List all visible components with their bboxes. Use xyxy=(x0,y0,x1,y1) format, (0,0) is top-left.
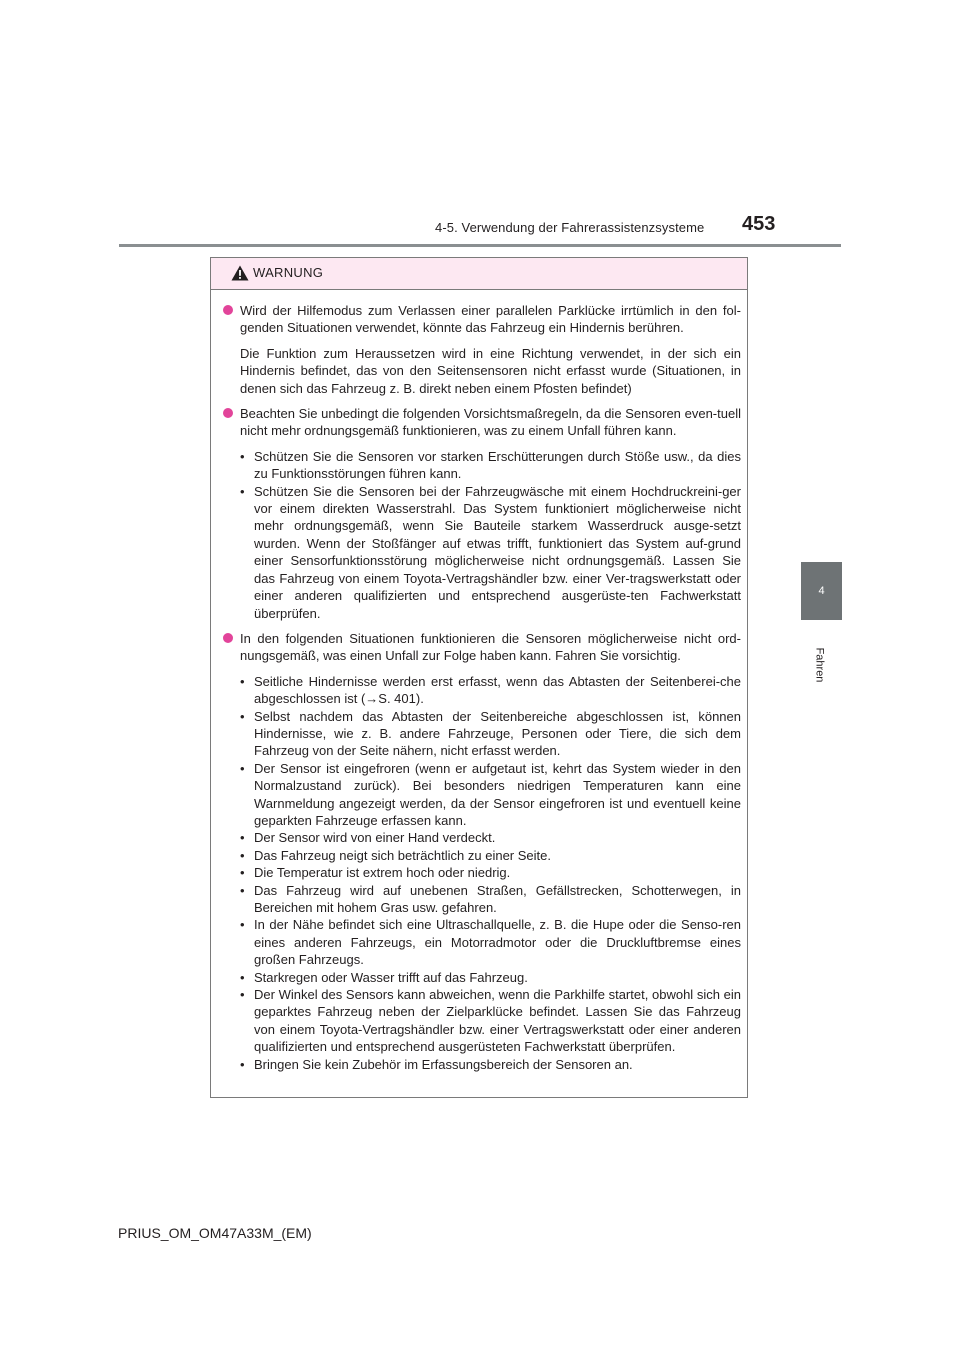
bullet-dot-icon: • xyxy=(240,760,245,776)
list-item-text: Das Fahrzeug wird auf unebenen Straßen, Gefällstrecken, Schotterwegen, in Bereichen mit hohem Gras usw. gefahren. xyxy=(254,882,741,915)
list-spacer xyxy=(223,1076,741,1081)
warning-item xyxy=(223,302,741,337)
warning-item-text: In den folgenden Situationen funktionieren die Sensoren möglicherweise nicht ord-nungsgemäß, was einen Unfall zur Folge haben kann. Fahren Sie vorsichtig. xyxy=(240,630,741,664)
chapter-label xyxy=(790,625,850,685)
footer-doc-code: PRIUS_OM_OM47A33M_(EM) xyxy=(118,1225,312,1241)
list-item-text: Selbst nachdem das Abtasten der Seitenbereiche abgeschlossen ist, können Hindernisse, wie z. B. andere Fahrzeuge, Personen oder Tiere, die sich dem Fahrzeug von der Seite nähern, nicht erfasst werden. xyxy=(254,708,741,759)
list-item xyxy=(223,673,741,708)
list-item xyxy=(223,448,741,483)
list-item xyxy=(223,882,741,917)
bullet-dot-icon: • xyxy=(240,708,245,724)
list-item xyxy=(223,969,741,986)
pink-bullet-icon xyxy=(223,633,233,643)
warning-item xyxy=(223,405,741,440)
bullet-dot-icon: • xyxy=(240,847,245,863)
warning-body xyxy=(223,302,741,1081)
list-item-text: Der Winkel des Sensors kann abweichen, wenn die Parkhilfe startet, obwohl sich ein geparktes Fahrzeug neben der Zielparklücke befindet. Lassen Sie das Fahrzeug von einem Toyota-Vertragshändler bzw. einer Vertragswerkstatt oder einer anderen qualifizierten und entsprechend ausgerüsteten Fachwerkstatt überprüfen. xyxy=(254,987,741,1055)
list-item-text: Das Fahrzeug neigt sich beträchtlich zu einer Seite. xyxy=(254,847,551,863)
warning-item-text: Beachten Sie unbedingt die folgenden Vorsichtsmaßregeln, da die Sensoren even-tuell nicht mehr ordnungsgemäß funktionieren, was zu einem Unfall führen kann. xyxy=(240,406,741,439)
list-item xyxy=(223,847,741,864)
list-item xyxy=(223,916,741,968)
warning-item-subtext: Die Funktion zum Heraussetzen wird in eine Richtung verwendet, in der sich ein Hindernis befindet, das von den Seitensensoren nicht erfasst wurde (Situationen, in denen sich das Fahrzeug z. B. direkt neben einem Pfosten befindet) xyxy=(240,345,741,396)
bullet-dot-icon: • xyxy=(240,448,245,464)
list-item xyxy=(223,760,741,830)
warning-title: WARNUNG xyxy=(253,265,324,280)
bullet-list xyxy=(223,673,741,1073)
warning-header xyxy=(211,258,747,290)
list-item-text: Schützen Sie die Sensoren bei der Fahrzeugwäsche mit einem Hochdruckreini-ger vor einem direkten Wasserstrahl. Das System funktioniert möglicherweise nicht mehr ordnungsgemäß, wenn Sie Bauteile starkem Wasserdruck ausge-setzt wurden. Wenn der Stoßfänger auf etwas trifft, funktioniert das System auf-grund einer Sensorfunktionsstörung möglicherweise nicht ordnungsgemäß. Lassen Sie das Fahrzeug von einem Toyota-Vertragshändler bzw. einer Ver-tragswerkstatt oder einer anderen qualifizierten und entsprechend ausgerüste-ten Fachwerkstatt überprüfen. xyxy=(254,483,741,621)
list-item xyxy=(223,864,741,881)
list-item-text: Starkregen oder Wasser trifft auf das Fahrzeug. xyxy=(254,969,528,985)
warning-triangle-icon xyxy=(231,265,249,281)
page-number: 453 xyxy=(742,213,776,235)
warning-item-text: Wird der Hilfemodus zum Verlassen einer parallelen Parklücke irrtümlich in den fol-genden Situationen verwendet, könnte das Fahrzeug ein Hindernis berühren. xyxy=(240,303,741,336)
list-item xyxy=(223,483,741,622)
list-item-text: Schützen Sie die Sensoren vor starken Erschütterungen durch Stöße usw., da dies zu Funktionsstörungen führen kann. xyxy=(254,448,741,482)
bullet-dot-icon: • xyxy=(240,830,245,846)
list-item-text: Der Sensor ist eingefroren (wenn er aufgetaut ist, kehrt das System wieder in den Normalzustand zurück). Bei besonders niedrigen Temperaturen kann eine Warnmeldung angezeigt werden, da der Sensor eingefroren ist und eventuell keine geparkten Fahrzeuge erfassen kann. xyxy=(254,760,741,828)
bullet-list xyxy=(223,448,741,622)
list-item-text: Bringen Sie kein Zubehör im Erfassungsbereich der Sensoren an. xyxy=(254,1056,633,1072)
list-item-text: Der Sensor wird von einer Hand verdeckt. xyxy=(254,830,496,846)
bullet-dot-icon: • xyxy=(240,865,245,881)
header-section-title: 4-5. Verwendung der Fahrerassistenzsysteme xyxy=(435,220,705,235)
list-item xyxy=(223,708,741,760)
warning-box xyxy=(210,257,748,1098)
bullet-dot-icon: • xyxy=(240,882,245,898)
warning-item xyxy=(223,630,741,665)
list-item xyxy=(223,829,741,846)
bullet-dot-icon: • xyxy=(240,673,245,689)
bullet-dot-icon: • xyxy=(240,987,245,1003)
pink-bullet-icon xyxy=(223,408,233,418)
bullet-dot-icon: • xyxy=(240,1056,245,1072)
pink-bullet-icon xyxy=(223,305,233,315)
bullet-dot-icon: • xyxy=(240,969,245,985)
list-item xyxy=(223,1056,741,1073)
list-item-text: Die Temperatur ist extrem hoch oder niedrig. xyxy=(254,865,511,881)
bullet-dot-icon: • xyxy=(240,917,245,933)
header-rule xyxy=(119,244,841,247)
chapter-label-text: Fahren xyxy=(813,647,826,683)
chapter-number: 4 xyxy=(818,585,825,597)
list-item xyxy=(223,986,741,1056)
list-item-text: Seitliche Hindernisse werden erst erfasst, wenn das Abtasten der Seitenberei-che abgeschlossen ist (→S. 401). xyxy=(254,673,741,707)
chapter-tab xyxy=(801,562,842,620)
list-item-text: In der Nähe befindet sich eine Ultraschallquelle, z. B. die Hupe oder die Senso-ren eines anderen Fahrzeugs, ein Motorradmotor oder die Druckluftbremse eines großen Fahrzeugs. xyxy=(254,917,741,968)
bullet-dot-icon: • xyxy=(240,483,245,499)
